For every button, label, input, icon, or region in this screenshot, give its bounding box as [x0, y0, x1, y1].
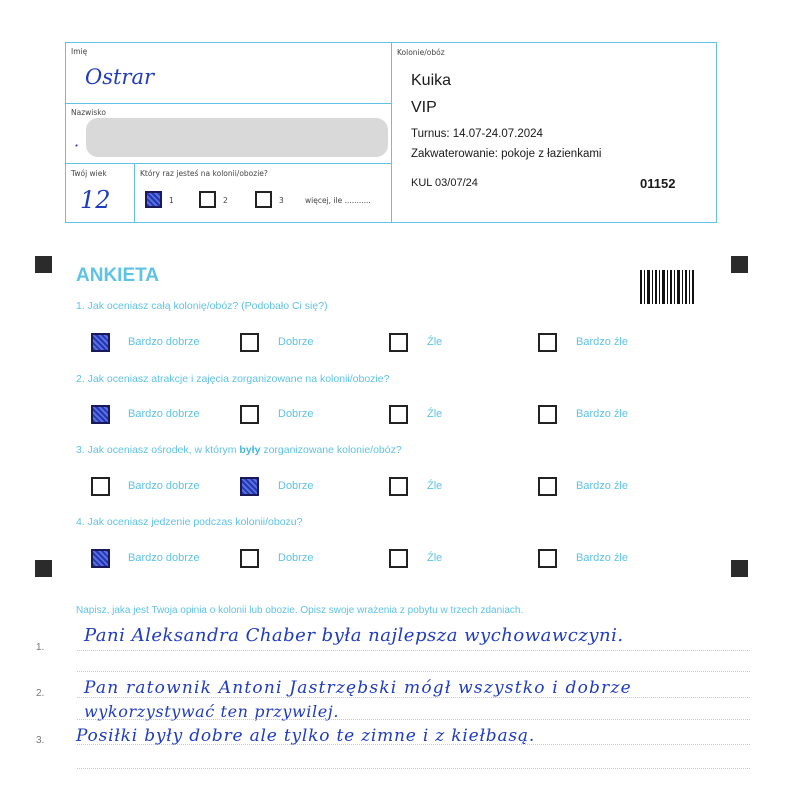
name-handwritten: Ostrar — [85, 65, 155, 89]
line-number-2: 2. — [36, 688, 45, 699]
writing-line-2b — [77, 719, 750, 720]
q2-option-very-bad: Bardzo źle — [576, 408, 628, 420]
times-option-1: 1 — [169, 196, 174, 205]
question-1-text: 1. Jak oceniasz całą kolonię/obóz? (Podobało Ci się?) — [76, 300, 328, 312]
opinion-line-3: Posiłki były dobre ale tylko te zimne i z kiełbasą. — [76, 726, 536, 746]
q2-checkbox-bad[interactable] — [389, 405, 408, 424]
q1-checkbox-very-bad[interactable] — [538, 333, 557, 352]
q1-option-good: Dobrze — [278, 336, 314, 348]
camp-name: Kuika — [411, 72, 452, 89]
line-number-1: 1. — [36, 642, 45, 653]
q1-checkbox-good[interactable] — [240, 333, 259, 352]
q2-checkbox-good[interactable] — [240, 405, 259, 424]
surname-ink-stroke: · — [74, 136, 80, 155]
age-handwritten: 12 — [80, 186, 111, 214]
surname-redacted — [86, 118, 388, 157]
times-label: Który raz jesteś na kolonii/obozie? — [140, 169, 268, 178]
q2-option-good: Dobrze — [278, 408, 314, 420]
q3-option-good: Dobrze — [278, 480, 314, 492]
writing-line-3b — [77, 768, 750, 769]
registration-marker-bl — [35, 560, 52, 577]
q3-option-bad: Źle — [427, 480, 443, 492]
question-3-text — [76, 444, 402, 456]
times-checkbox-2[interactable] — [199, 191, 216, 208]
q2-checkbox-very-good[interactable] — [91, 405, 110, 424]
barcode-icon — [640, 270, 694, 304]
q1-option-very-bad: Bardzo źle — [576, 336, 628, 348]
q3-checkbox-good[interactable] — [240, 477, 259, 496]
q4-checkbox-good[interactable] — [240, 549, 259, 568]
question-3-text-pre: 3. Jak oceniasz ośrodek, w którym — [76, 444, 240, 456]
q1-option-bad: Źle — [427, 336, 443, 348]
q3-checkbox-bad[interactable] — [389, 477, 408, 496]
q3-checkbox-very-good[interactable] — [91, 477, 110, 496]
times-option-2: 2 — [223, 196, 228, 205]
form-number: 01152 — [640, 176, 676, 191]
q4-option-good: Dobrze — [278, 552, 314, 564]
q3-option-very-bad: Bardzo źle — [576, 480, 628, 492]
q3-option-very-good: Bardzo dobrze — [128, 480, 200, 492]
times-more-label: więcej, ile ........... — [305, 196, 371, 205]
survey-title: ANKIETA — [76, 265, 160, 286]
q3-checkbox-very-bad[interactable] — [538, 477, 557, 496]
registration-marker-tr — [731, 256, 748, 273]
writing-line-1 — [77, 650, 750, 651]
surname-label: Nazwisko — [71, 108, 106, 117]
name-label: Imię — [71, 47, 88, 56]
q2-checkbox-very-bad[interactable] — [538, 405, 557, 424]
age-label: Twój wiek — [71, 169, 107, 178]
times-checkbox-1[interactable] — [145, 191, 162, 208]
q4-checkbox-very-bad[interactable] — [538, 549, 557, 568]
q4-checkbox-bad[interactable] — [389, 549, 408, 568]
q1-option-very-good: Bardzo dobrze — [128, 336, 200, 348]
q4-option-very-bad: Bardzo źle — [576, 552, 628, 564]
camp-code: KUL 03/07/24 — [411, 177, 478, 189]
question-3-text-bold: były — [239, 444, 261, 456]
registration-marker-br — [731, 560, 748, 577]
q4-option-bad: Źle — [427, 552, 443, 564]
times-option-3: 3 — [279, 196, 284, 205]
q2-option-bad: Źle — [427, 408, 443, 420]
q1-checkbox-bad[interactable] — [389, 333, 408, 352]
registration-marker-tl — [35, 256, 52, 273]
camp-type: VIP — [411, 99, 437, 116]
opinion-prompt: Napisz, jaka jest Twoja opinia o kolonii lub obozie. Opisz swoje wrażenia z pobytu w trzech zdaniach. — [76, 605, 524, 616]
opinion-line-1: Pani Aleksandra Chaber była najlepsza wychowawczyni. — [84, 625, 624, 646]
q2-option-very-good: Bardzo dobrze — [128, 408, 200, 420]
question-2-text: 2. Jak oceniasz atrakcje i zajęcia zorganizowane na kolonii/obozie? — [76, 373, 390, 385]
turnus-text: Turnus: 14.07-24.07.2024 — [411, 128, 543, 140]
opinion-line-2: Pan ratownik Antoni Jastrzębski mógł wszystko i dobrze — [84, 678, 632, 698]
question-4-text: 4. Jak oceniasz jedzenie podczas kolonii/obozu? — [76, 516, 303, 528]
question-3-text-post: zorganizowane kolonie/obóz? — [260, 444, 402, 456]
q1-checkbox-very-good[interactable] — [91, 333, 110, 352]
times-checkbox-3[interactable] — [255, 191, 272, 208]
q4-checkbox-very-good[interactable] — [91, 549, 110, 568]
opinion-line-2-continued: wykorzystywać ten przywilej. — [84, 702, 340, 721]
writing-line-1b — [77, 671, 750, 672]
line-number-3: 3. — [36, 735, 45, 746]
q4-option-very-good: Bardzo dobrze — [128, 552, 200, 564]
lodging-text: Zakwaterowanie: pokoje z łazienkami — [411, 148, 602, 160]
camp-label: Kolonie/obóz — [397, 48, 445, 57]
